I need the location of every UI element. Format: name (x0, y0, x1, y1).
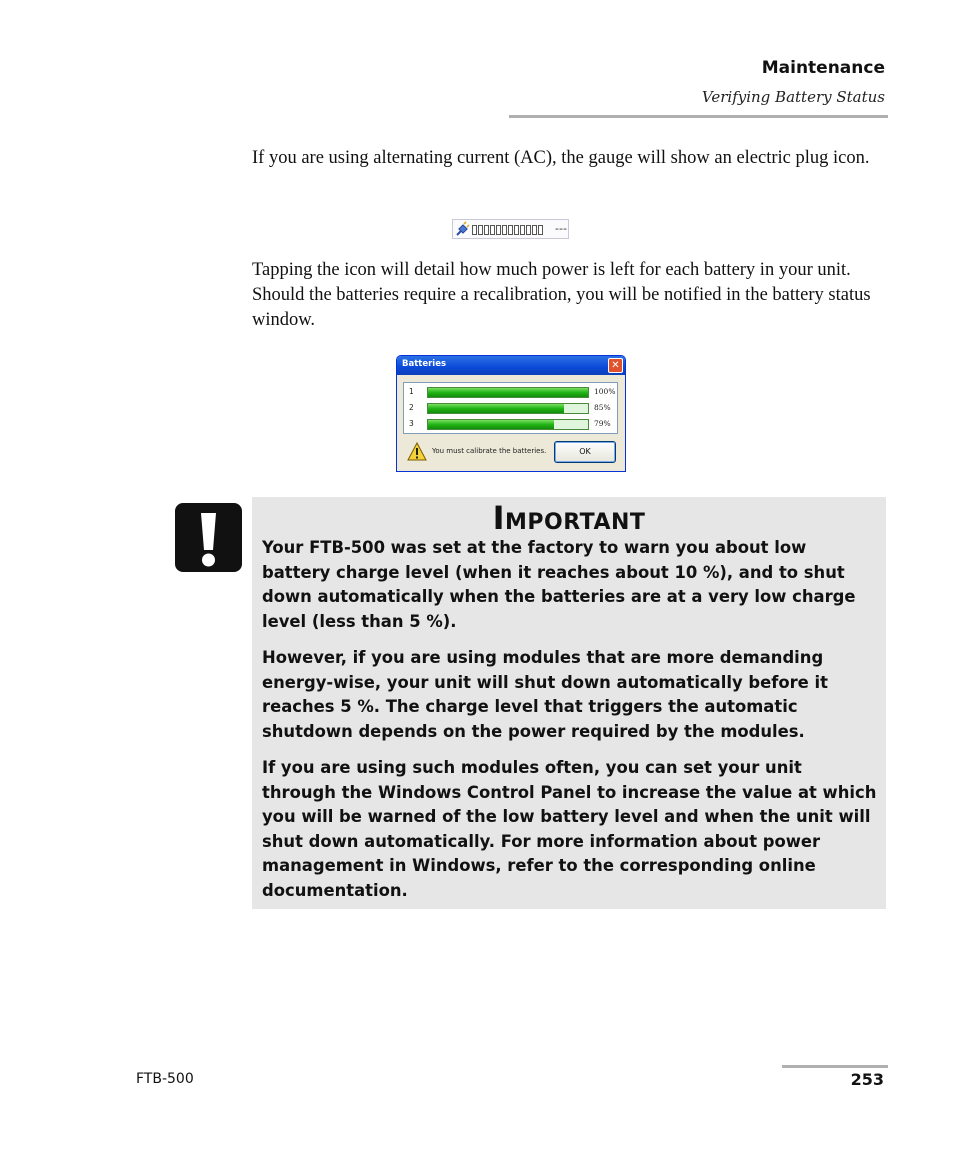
electric-plug-icon (454, 221, 471, 238)
battery-level-bar (427, 419, 589, 430)
dialog-titlebar (397, 356, 625, 375)
battery-number: 3 (409, 419, 414, 428)
important-paragraph-2: However, if you are using modules that are more demanding energy-wise, your unit will shut down automatically before it reaches 5 %. The charge level that triggers the automatic shutdown depends on the power required by the modules. (262, 648, 828, 741)
section-subtitle: Verifying Battery Status (701, 88, 885, 106)
footer-rule (782, 1065, 888, 1068)
batteries-dialog (396, 355, 626, 472)
battery-gauge[interactable] (452, 219, 569, 239)
battery-level-bar (427, 387, 589, 398)
battery-number: 2 (409, 403, 414, 412)
gauge-blocks (472, 225, 543, 235)
important-title: Important (492, 499, 646, 537)
body-paragraph-2: Tapping the icon will detail how much power is left for each battery in your unit. Should the batteries require a recalibration, you will be notified in the battery status window. (252, 260, 871, 330)
battery-number: 1 (409, 387, 414, 396)
header-rule (509, 115, 888, 118)
important-paragraph-1: Your FTB-500 was set at the factory to warn you about low battery charge level (when it reaches about 10 %), and to shut down automatically when the batteries are at a very low charge level (less than 5 %). (262, 538, 856, 631)
battery-row (404, 385, 617, 400)
battery-row (404, 417, 617, 432)
battery-row (404, 401, 617, 416)
important-note (252, 497, 886, 909)
section-title: Maintenance (761, 58, 885, 78)
warning-icon (407, 442, 427, 461)
page-number: 253 (850, 1070, 884, 1089)
gauge-dashes: --- (555, 222, 567, 235)
exclamation-icon (175, 503, 242, 572)
ok-button[interactable]: OK (554, 441, 616, 463)
dialog-title: Batteries (402, 359, 447, 369)
footer-product: FTB-500 (136, 1071, 194, 1087)
important-paragraph-3: If you are using such modules often, you can set your unit through the Windows Control Panel to increase the value at which you will be warned of the low battery level and when the unit will shut down automatically. For more information about power management in Windows, refer to the corresponding online documentation. (262, 758, 877, 900)
battery-percent: 79% (594, 419, 611, 428)
body-paragraph-1: If you are using alternating current (AC), the gauge will show an electric plug icon. (252, 148, 870, 168)
battery-list (403, 382, 618, 434)
warning-message: You must calibrate the batteries. (432, 447, 547, 455)
battery-percent: 85% (594, 403, 611, 412)
battery-level-bar (427, 403, 589, 414)
battery-percent: 100% (594, 387, 616, 396)
close-icon[interactable]: ✕ (608, 358, 623, 373)
